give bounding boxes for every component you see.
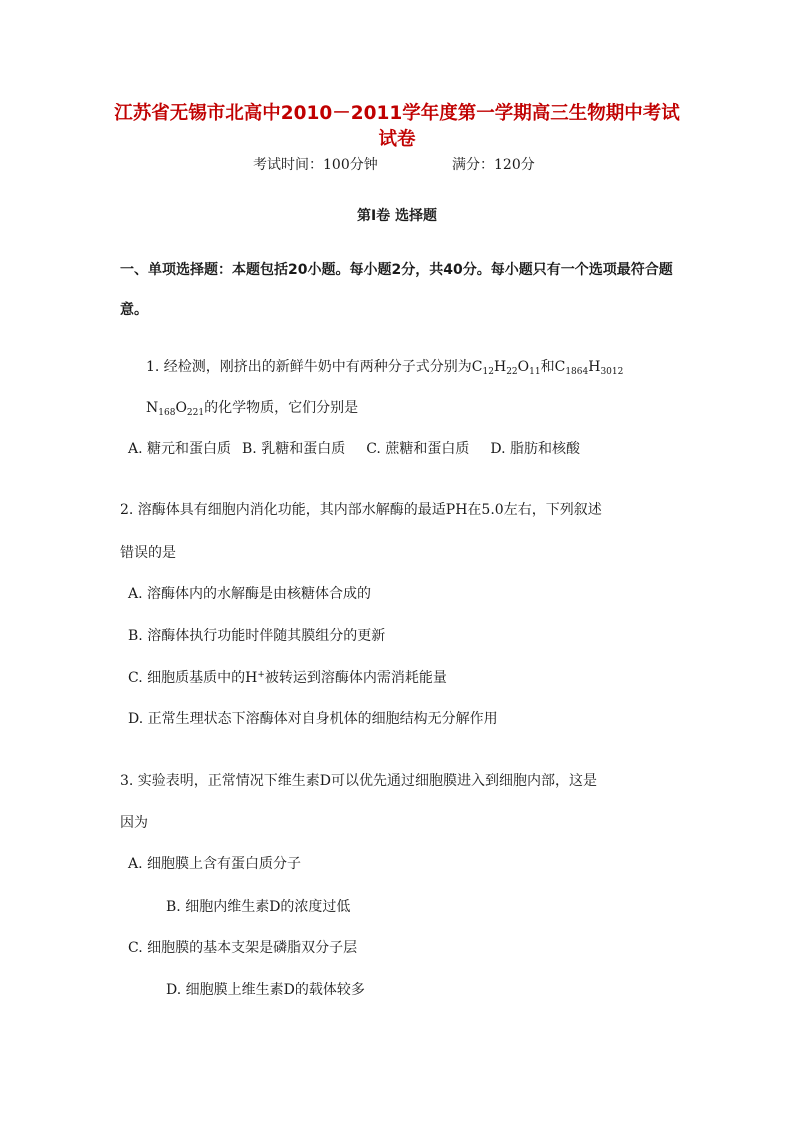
question-1-option-d: D. 脂肪和核酸 [490,441,580,457]
question-1-stem-line2: $N_{168}O_{221}$的化学物质，它们分别是 [146,400,359,418]
question-3-option-d: D. 细胞膜上维生素D的载体较多 [166,982,365,998]
question-3-option-c: C. 细胞膜的基本支架是磷脂双分子层 [128,940,358,956]
question-2-option-c: C. 细胞质基质中的H+被转运到溶酶体内需消耗能量 [128,670,447,686]
section-title: 第Ⅰ卷 选择题 [356,208,438,224]
question-2-stem-line2: 错误的是 [120,545,176,561]
exam-title: 江苏省无锡市北高中2010－2011学年度第一学期高三生物期中考试试卷 [114,103,680,150]
question-2-option-b: B. 溶酶体执行功能时伴随其膜组分的更新 [128,628,386,644]
exam-time: 考试时间：100分钟 [253,157,378,173]
question-3-option-b: B. 细胞内维生素D的浓度过低 [166,899,351,915]
question-2-stem-line1: 2. 溶酶体具有细胞内消化功能，其内部水解酶的最适PH在5.0左右，下列叙述 [120,502,602,518]
question-1-option-a: A. 糖元和蛋白质 [128,441,232,457]
question-3-stem-line1: 3. 实验表明，正常情况下维生素D可以优先通过细胞膜进入到细胞内部，这是 [120,773,598,789]
exam-full-score: 满分：120分 [452,157,535,173]
question-3-option-a: A. 细胞膜上含有蛋白质分子 [128,856,302,872]
question-3-stem-line2: 因为 [120,815,148,831]
section-instructions: 一、单项选择题：本题包括20小题。每小题2分，共40分。每小题只有一个选项最符合题意。 [120,262,673,318]
question-1-stem-line1: 1. 经检测，刚挤出的新鲜牛奶中有两种分子式分别为$C_{12}H_{22}O_{11}$和$C_{1864}H_{3012}$ [146,359,624,377]
question-1-option-c: C. 蔗糖和蛋白质 [366,441,470,457]
question-2-option-a: A. 溶酶体内的水解酶是由核糖体合成的 [128,586,372,602]
question-1-option-b: B. 乳糖和蛋白质 [242,441,346,457]
question-1-options [128,438,580,458]
question-2-option-d: D. 正常生理状态下溶酶体对自身机体的细胞结构无分解作用 [128,711,498,727]
